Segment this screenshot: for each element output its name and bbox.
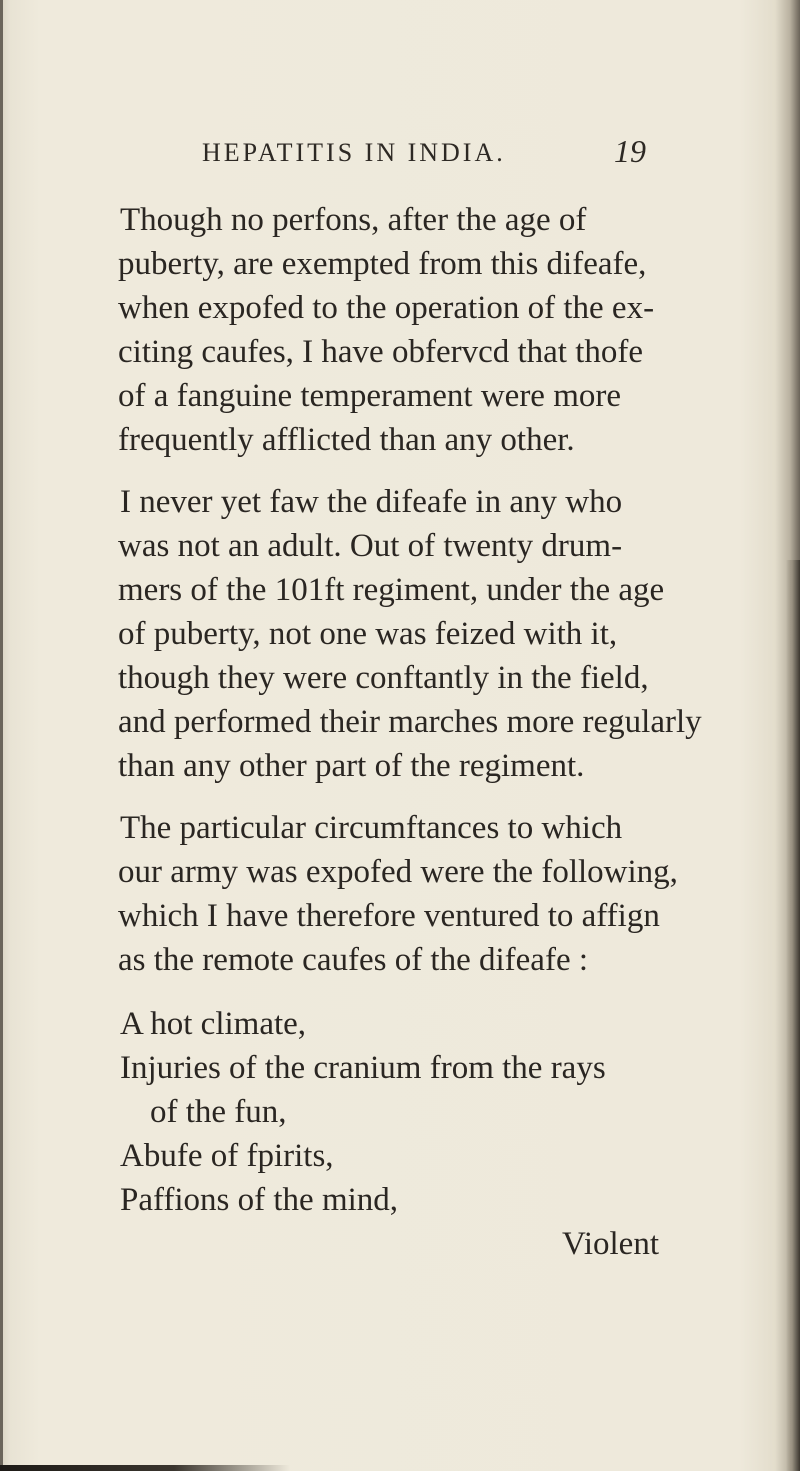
paragraph-3-line-1: The particular circumftances to which	[120, 810, 623, 846]
cause-list-item-4: Paffions of the mind,	[120, 1182, 399, 1218]
cause-list-item-3: Abufe of fpirits,	[120, 1138, 334, 1174]
paragraph-3-line-4: as the remote caufes of the difeafe :	[118, 942, 589, 978]
paragraph-2-line-5: though they were conftantly in the field,	[118, 660, 649, 696]
catchword: Violent	[562, 1226, 660, 1262]
paragraph-1-line-4: citing caufes, I have obfervcd that thofe	[118, 334, 644, 370]
paragraph-2-line-4: of puberty, not one was feized with it,	[118, 616, 618, 652]
paragraph-2-line-6: and performed their marches more regularly	[118, 704, 702, 740]
cause-list-item-2: Injuries of the cranium from the rays	[120, 1050, 606, 1086]
page-bottom-edge	[0, 1465, 290, 1471]
paragraph-2-line-3: mers of the 101ft regiment, under the age	[118, 572, 665, 608]
running-head: HEPATITIS IN INDIA.	[202, 138, 506, 167]
paragraph-3-line-2: our army was expofed were the following,	[118, 854, 678, 890]
paragraph-3-line-3: which I have therefore ventured to affign	[118, 898, 660, 934]
paragraph-2-line-7: than any other part of the regiment.	[118, 748, 585, 784]
paragraph-1-line-6: frequently afflicted than any other.	[118, 422, 575, 458]
paragraph-1-line-5: of a fanguine temperament were more	[118, 378, 622, 414]
page-left-edge	[0, 0, 3, 1471]
paragraph-2-line-2: was not an adult. Out of twenty drum-	[118, 528, 623, 564]
page-number: 19	[614, 133, 646, 169]
page-right-edge-shadow	[786, 560, 800, 1471]
paragraph-2-line-1: I never yet faw the difeafe in any who	[120, 484, 623, 520]
paragraph-1-line-1: Though no perfons, after the age of	[120, 202, 587, 238]
cause-list-item-2-continued: of the fun,	[150, 1094, 287, 1130]
cause-list-item-1: A hot climate,	[120, 1006, 307, 1042]
paragraph-1-line-3: when expofed to the operation of the ex-	[118, 290, 655, 326]
paragraph-1-line-2: puberty, are exempted from this difeafe,	[118, 246, 647, 282]
